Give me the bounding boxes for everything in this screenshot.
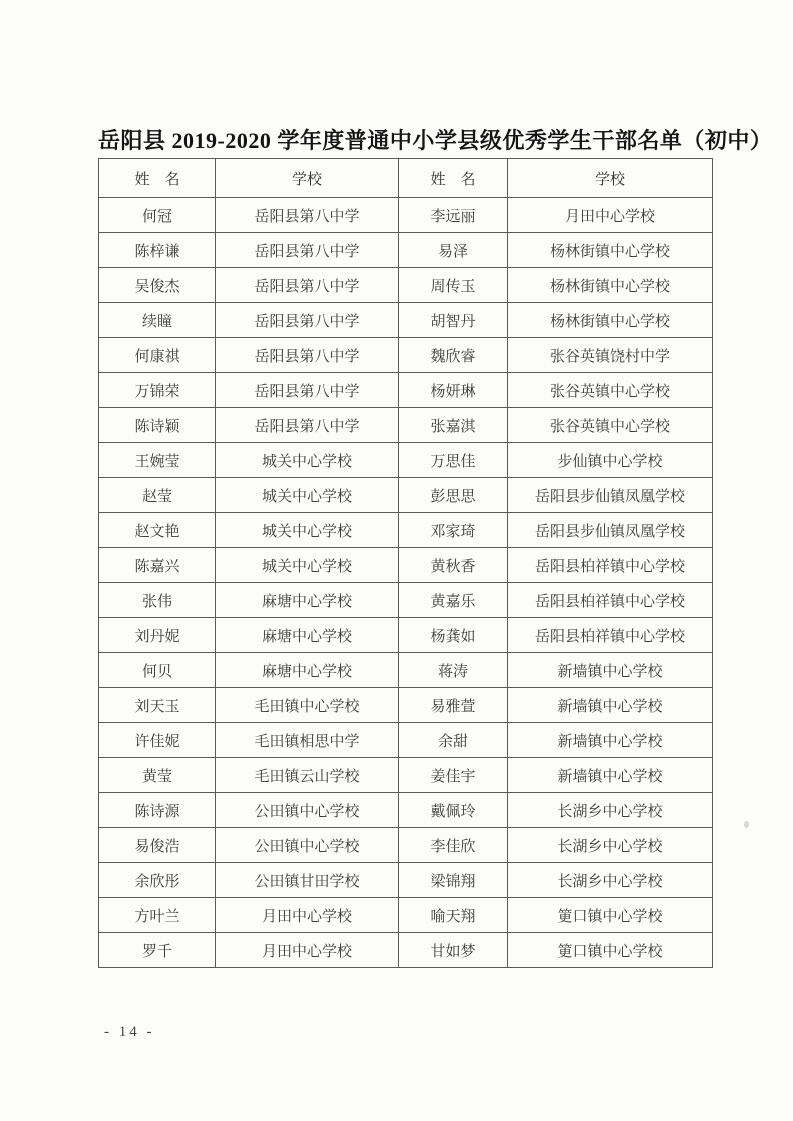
student-name-cell: 刘天玉 (99, 688, 216, 723)
student-name-cell: 余欣彤 (99, 863, 216, 898)
student-table (98, 158, 713, 968)
table-row (99, 758, 713, 793)
student-name-cell: 续瞳 (99, 303, 216, 338)
table-row (99, 828, 713, 863)
student-name-cell: 杨龚如 (399, 618, 508, 653)
student-name-cell: 张嘉淇 (399, 408, 508, 443)
school-cell: 岳阳县柏祥镇中心学校 (508, 548, 713, 583)
table-row (99, 443, 713, 478)
student-name-cell: 甘如梦 (399, 933, 508, 968)
student-name-cell: 张伟 (99, 583, 216, 618)
school-cell: 公田镇甘田学校 (216, 863, 399, 898)
school-cell: 毛田镇中心学校 (216, 688, 399, 723)
student-name-cell: 姜佳宇 (399, 758, 508, 793)
school-cell: 公田镇中心学校 (216, 828, 399, 863)
school-cell: 新墙镇中心学校 (508, 758, 713, 793)
student-name-cell: 易俊浩 (99, 828, 216, 863)
student-name-cell: 梁锦翔 (399, 863, 508, 898)
header-name-left: 姓 名 (99, 159, 216, 198)
school-cell: 长湖乡中心学校 (508, 863, 713, 898)
table-row (99, 233, 713, 268)
student-name-cell: 邓家琦 (399, 513, 508, 548)
school-cell: 岳阳县第八中学 (216, 303, 399, 338)
table-row (99, 268, 713, 303)
header-name-right: 姓 名 (399, 159, 508, 198)
student-name-cell: 吴俊杰 (99, 268, 216, 303)
school-cell: 步仙镇中心学校 (508, 443, 713, 478)
student-name-cell: 许佳妮 (99, 723, 216, 758)
school-cell: 城关中心学校 (216, 548, 399, 583)
school-cell: 长湖乡中心学校 (508, 828, 713, 863)
student-name-cell: 赵莹 (99, 478, 216, 513)
table-header-row (99, 159, 713, 198)
school-cell: 麻塘中心学校 (216, 653, 399, 688)
school-cell: 张谷英镇中心学校 (508, 373, 713, 408)
student-name-cell: 周传玉 (399, 268, 508, 303)
student-name-cell: 魏欣睿 (399, 338, 508, 373)
school-cell: 新墙镇中心学校 (508, 723, 713, 758)
student-name-cell: 李远丽 (399, 198, 508, 233)
table-row (99, 653, 713, 688)
student-name-cell: 喻天翔 (399, 898, 508, 933)
student-name-cell: 罗千 (99, 933, 216, 968)
school-cell: 城关中心学校 (216, 443, 399, 478)
scan-artifact (744, 821, 749, 828)
table-row (99, 898, 713, 933)
student-name-cell: 黄嘉乐 (399, 583, 508, 618)
table-row (99, 618, 713, 653)
student-name-cell: 何康祺 (99, 338, 216, 373)
student-name-cell: 陈嘉兴 (99, 548, 216, 583)
student-name-cell: 方叶兰 (99, 898, 216, 933)
table-row (99, 303, 713, 338)
school-cell: 杨林街镇中心学校 (508, 233, 713, 268)
school-cell: 岳阳县第八中学 (216, 373, 399, 408)
school-cell: 岳阳县第八中学 (216, 408, 399, 443)
student-name-cell: 何贝 (99, 653, 216, 688)
table-row (99, 548, 713, 583)
student-name-cell: 胡智丹 (399, 303, 508, 338)
student-name-cell: 万思佳 (399, 443, 508, 478)
table-row (99, 793, 713, 828)
school-cell: 月田中心学校 (508, 198, 713, 233)
school-cell: 麻塘中心学校 (216, 583, 399, 618)
roster-table-container (98, 158, 712, 968)
page-title: 岳阳县 2019-2020 学年度普通中小学县级优秀学生干部名单（初中） (98, 128, 773, 153)
school-cell: 城关中心学校 (216, 478, 399, 513)
school-cell: 杨林街镇中心学校 (508, 268, 713, 303)
school-cell: 月田中心学校 (216, 898, 399, 933)
school-cell: 筻口镇中心学校 (508, 898, 713, 933)
school-cell: 岳阳县第八中学 (216, 268, 399, 303)
header-school-left: 学校 (216, 159, 399, 198)
school-cell: 张谷英镇饶村中学 (508, 338, 713, 373)
table-row (99, 688, 713, 723)
school-cell: 筻口镇中心学校 (508, 933, 713, 968)
student-name-cell: 戴佩玲 (399, 793, 508, 828)
student-name-cell: 余甜 (399, 723, 508, 758)
school-cell: 新墙镇中心学校 (508, 653, 713, 688)
table-row (99, 723, 713, 758)
table-row (99, 338, 713, 373)
school-cell: 张谷英镇中心学校 (508, 408, 713, 443)
student-name-cell: 陈梓谦 (99, 233, 216, 268)
student-name-cell: 何冠 (99, 198, 216, 233)
table-row (99, 583, 713, 618)
school-cell: 岳阳县柏祥镇中心学校 (508, 583, 713, 618)
table-row (99, 513, 713, 548)
student-name-cell: 彭思思 (399, 478, 508, 513)
school-cell: 城关中心学校 (216, 513, 399, 548)
student-name-cell: 易雅萱 (399, 688, 508, 723)
student-name-cell: 李佳欣 (399, 828, 508, 863)
table-row (99, 373, 713, 408)
table-row (99, 933, 713, 968)
student-name-cell: 赵文艳 (99, 513, 216, 548)
table-row (99, 863, 713, 898)
header-school-right: 学校 (508, 159, 713, 198)
school-cell: 岳阳县柏祥镇中心学校 (508, 618, 713, 653)
school-cell: 岳阳县第八中学 (216, 338, 399, 373)
school-cell: 杨林街镇中心学校 (508, 303, 713, 338)
student-name-cell: 王婉莹 (99, 443, 216, 478)
school-cell: 长湖乡中心学校 (508, 793, 713, 828)
student-name-cell: 黄秋香 (399, 548, 508, 583)
school-cell: 岳阳县步仙镇凤凰学校 (508, 513, 713, 548)
school-cell: 岳阳县第八中学 (216, 233, 399, 268)
school-cell: 新墙镇中心学校 (508, 688, 713, 723)
student-name-cell: 易泽 (399, 233, 508, 268)
table-body (99, 198, 713, 968)
student-name-cell: 蒋涛 (399, 653, 508, 688)
table-row (99, 198, 713, 233)
school-cell: 月田中心学校 (216, 933, 399, 968)
student-name-cell: 陈诗颖 (99, 408, 216, 443)
school-cell: 毛田镇相思中学 (216, 723, 399, 758)
school-cell: 岳阳县步仙镇凤凰学校 (508, 478, 713, 513)
school-cell: 麻塘中心学校 (216, 618, 399, 653)
table-row (99, 408, 713, 443)
student-name-cell: 杨妍琳 (399, 373, 508, 408)
school-cell: 公田镇中心学校 (216, 793, 399, 828)
student-name-cell: 陈诗源 (99, 793, 216, 828)
student-name-cell: 万锦荣 (99, 373, 216, 408)
school-cell: 岳阳县第八中学 (216, 198, 399, 233)
school-cell: 毛田镇云山学校 (216, 758, 399, 793)
table-row (99, 478, 713, 513)
page-number: - 14 - (104, 1024, 155, 1040)
student-name-cell: 黄莹 (99, 758, 216, 793)
student-name-cell: 刘丹妮 (99, 618, 216, 653)
